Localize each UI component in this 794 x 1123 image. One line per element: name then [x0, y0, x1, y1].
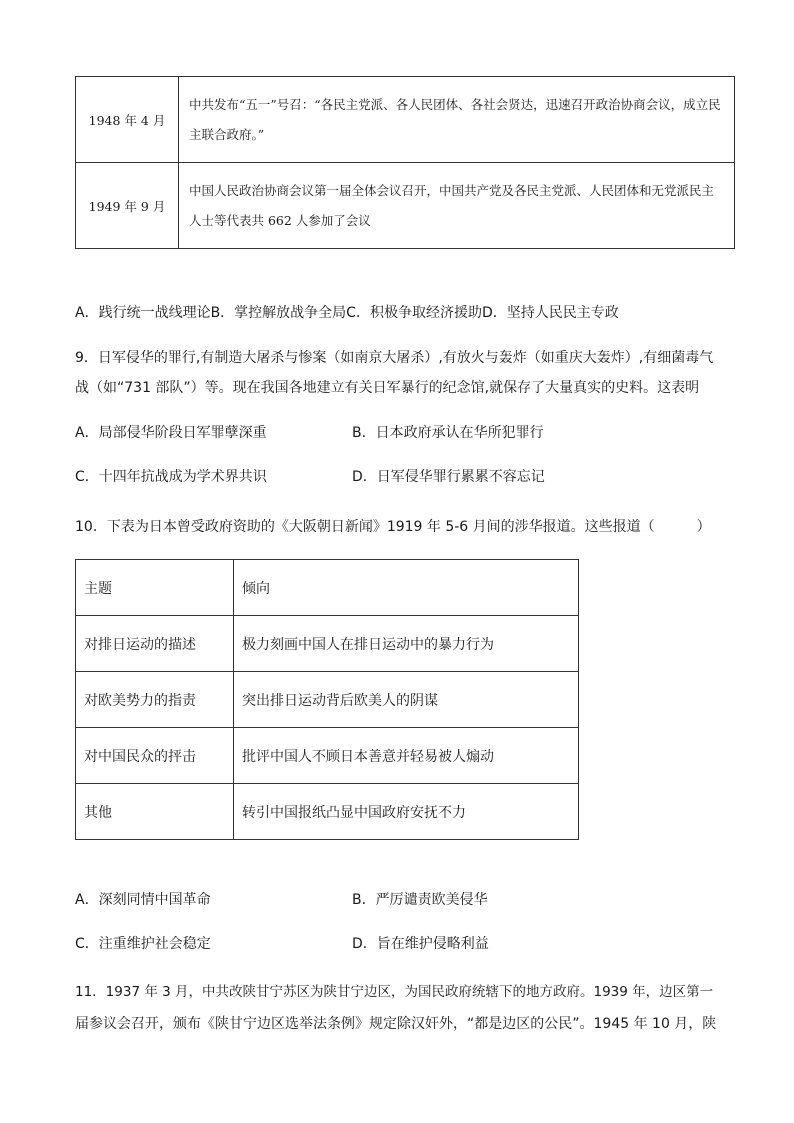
event-date: 1949 年 9 月	[76, 163, 179, 249]
topic-cell: 其他	[76, 784, 234, 840]
table-row	[76, 77, 735, 163]
q9-stem-line1: 9．日军侵华的罪行,有制造大屠杀与惨案（如南京大屠杀）,有放火与轰炸（如重庆大轰炸）,有细菌毒气	[75, 350, 714, 366]
q9-option-c: C．十四年抗战成为学术界共识	[75, 469, 267, 485]
topic-cell: 对欧美势力的指责	[76, 672, 234, 728]
tendency-cell: 批评中国人不顾日本善意并轻易被人煽动	[234, 728, 579, 784]
q10-option-c: C．注重维护社会稳定	[75, 936, 211, 952]
q11-line2: 届参议会召开，颁布《陕甘宁边区选举法条例》规定除汉奸外，“都是边区的公民”。1945 年 10 月，陕	[75, 1016, 717, 1032]
q9-stem-line2: 战（如“731 部队”）等。现在我国各地建立有关日军暴行的纪念馆,就保存了大量真实的史料。这表明	[75, 380, 700, 396]
q9-option-a: A．局部侵华阶段日军罪孽深重	[75, 425, 267, 441]
event-description: 中国人民政治协商会议第一届全体会议召开，中国共产党及各民主党派、人民团体和无党派民主人士等代表共 662 人参加了会议	[179, 163, 735, 249]
table-row	[76, 784, 579, 840]
history-events-table	[75, 76, 735, 249]
q10-option-a: A．深刻同情中国革命	[75, 892, 211, 908]
table-row	[76, 163, 735, 249]
event-date: 1948 年 4 月	[76, 77, 179, 163]
q9-option-b: B．日本政府承认在华所犯罪行	[352, 425, 544, 441]
tendency-cell: 突出排日运动背后欧美人的阴谋	[234, 672, 579, 728]
column-header-tendency: 倾向	[234, 560, 579, 616]
table-row	[76, 672, 579, 728]
q9-option-d: D．日军侵华罪行累累不容忘记	[352, 469, 545, 485]
newspaper-reports-table	[75, 559, 579, 840]
q10-option-d: D．旨在维护侵略利益	[352, 936, 489, 952]
q10-stem: 10．下表为日本曾受政府资助的《大阪朝日新闻》1919 年 5-6 月间的涉华报道。这些报道（ ）	[75, 519, 711, 535]
q11-line1: 11．1937 年 3 月，中共改陕甘宁苏区为陕甘宁边区，为国民政府统辖下的地方政府。1939 年，边区第一	[75, 984, 714, 1000]
table-header-row	[76, 560, 579, 616]
table-row	[76, 728, 579, 784]
event-description: 中共发布“五一”号召：“各民主党派、各人民团体、各社会贤达，迅速召开政治协商会议，成立民主联合政府。”	[179, 77, 735, 163]
table-row	[76, 616, 579, 672]
topic-cell: 对排日运动的描述	[76, 616, 234, 672]
q8-options: A．践行统一战线理论B．掌控解放战争全局C．积极争取经济援助D．坚持人民民主专政	[75, 305, 619, 321]
q10-option-b: B．严厉谴责欧美侵华	[352, 892, 488, 908]
topic-cell: 对中国民众的抨击	[76, 728, 234, 784]
tendency-cell: 极力刻画中国人在排日运动中的暴力行为	[234, 616, 579, 672]
column-header-topic: 主题	[76, 560, 234, 616]
tendency-cell: 转引中国报纸凸显中国政府安抚不力	[234, 784, 579, 840]
